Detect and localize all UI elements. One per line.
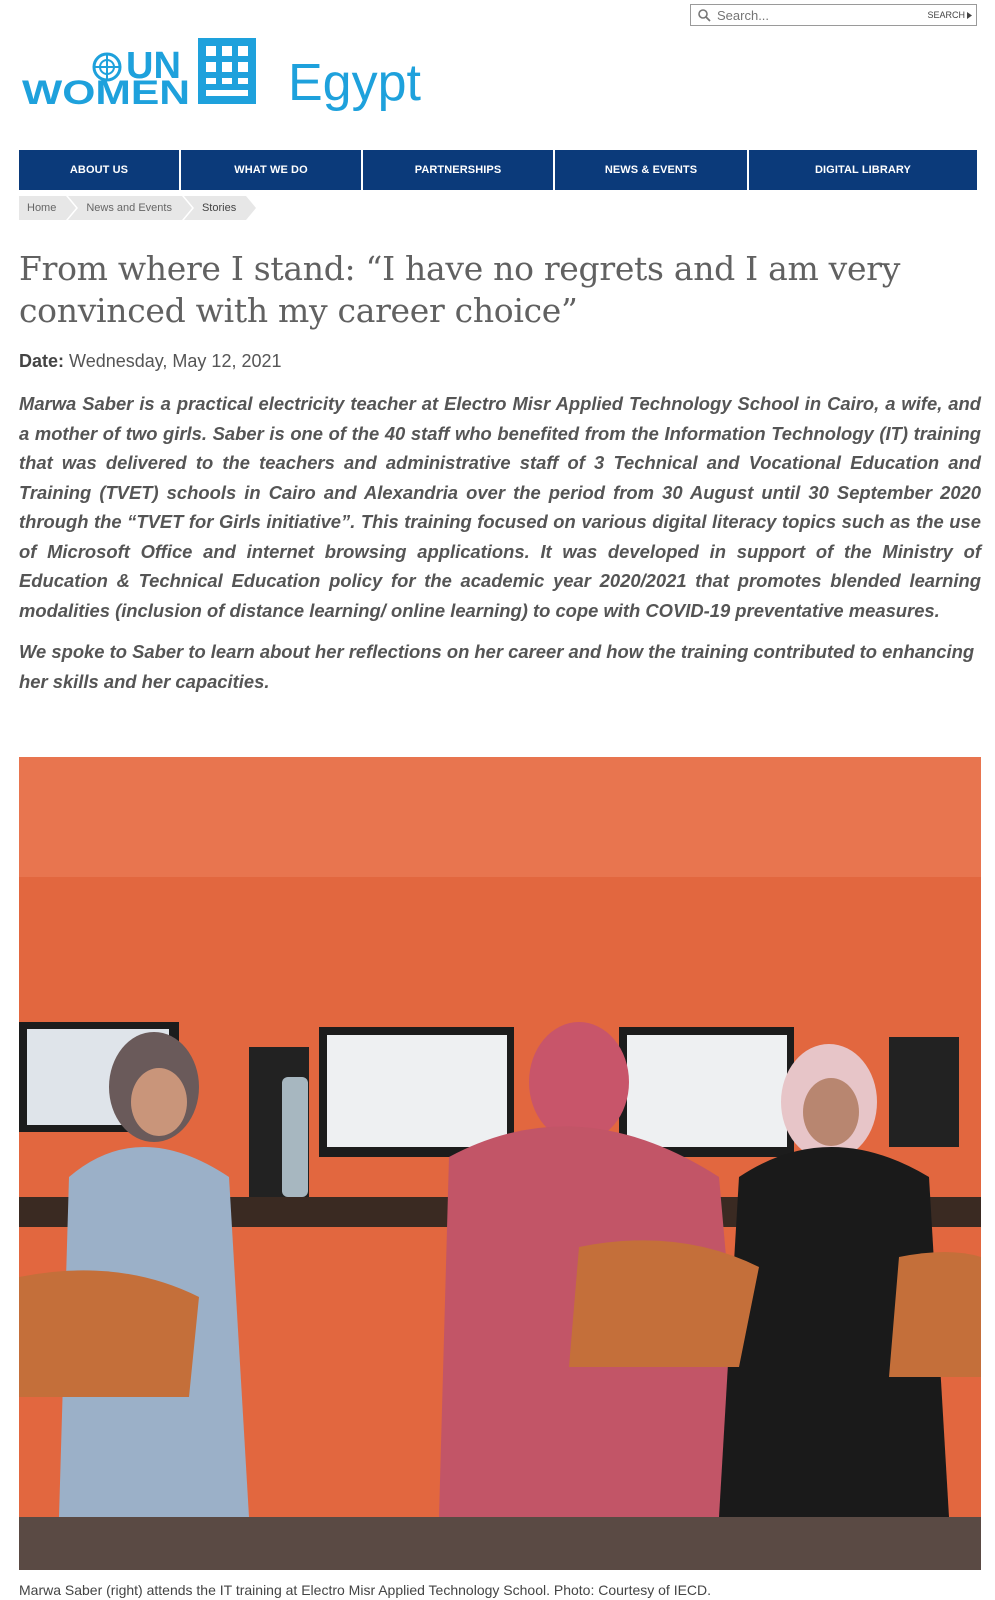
breadcrumb-home[interactable]: Home xyxy=(19,196,66,220)
main-nav xyxy=(19,150,977,190)
breadcrumb xyxy=(19,196,248,220)
article-lead-2: We spoke to Saber to learn about her reflections on her career and how the training contributed to enhancing her skills and her capacities. xyxy=(19,641,975,692)
date-label: Date: xyxy=(19,351,65,371)
nav-item-partnerships[interactable] xyxy=(363,150,553,190)
photo-caption: Marwa Saber (right) attends the IT training at Electro Misr Applied Technology School. Photo: Courtesy of IECD. xyxy=(19,1582,712,1598)
search-input[interactable] xyxy=(717,6,927,24)
nav-label: PARTNERSHIPS xyxy=(414,164,502,176)
nav-item-digital-library[interactable] xyxy=(749,150,977,190)
women-symbol-icon xyxy=(198,38,256,104)
breadcrumb-news-and-events[interactable]: News and Events xyxy=(68,196,182,220)
nav-label: NEWS & EVENTS xyxy=(604,164,698,176)
article-photo xyxy=(19,757,981,1570)
logo-un-text: UN xyxy=(126,45,181,87)
search-button-label: SEARCH xyxy=(927,10,965,20)
search-icon[interactable] xyxy=(691,5,717,25)
nav-label: ABOUT US xyxy=(69,164,129,176)
nav-item-what-we-do[interactable] xyxy=(181,150,361,190)
nav-label: DIGITAL LIBRARY xyxy=(814,164,911,176)
search-button[interactable] xyxy=(927,10,976,20)
caret-right-icon xyxy=(967,12,972,19)
breadcrumb-stories[interactable]: Stories xyxy=(184,196,246,220)
date-value: Wednesday, May 12, 2021 xyxy=(69,351,282,371)
article-lead: Marwa Saber is a practical electricity teacher at Electro Misr Applied Technology School in Cairo, a wife, and a mother of two girls. Saber is one of the 40 staff who benefited from the Information Technology (IT) training that was delivered to the teachers and administrative staff of 3 Technical and Vocational Education and Training (TVET) schools in Cairo and Alexandria over the period from 30 August until 30 September 2020 through the “TVET for Girls initiative”. This training focused on various digital literacy topics such as the use of Microsoft Office and internet browsing applications. It was developed in support of the Ministry of Education & Technical Education policy for the academic year 2020/2021 that promotes blended learning modalities (inclusion of distance learning/ online learning) to cope with COVID-19 preventative measures. xyxy=(19,393,981,621)
logo-country-text: Egypt xyxy=(288,54,421,112)
logo-women-text: WOMEN xyxy=(22,74,190,112)
nav-item-news-events[interactable] xyxy=(555,150,747,190)
un-women-logo[interactable] xyxy=(22,38,442,113)
page-title: From where I stand: “I have no regrets and I am very convinced with my career choice” xyxy=(19,249,901,330)
nav-item-about-us[interactable] xyxy=(19,150,179,190)
article-date xyxy=(19,351,282,372)
nav-label: WHAT WE DO xyxy=(234,164,308,176)
search-box xyxy=(690,4,977,26)
